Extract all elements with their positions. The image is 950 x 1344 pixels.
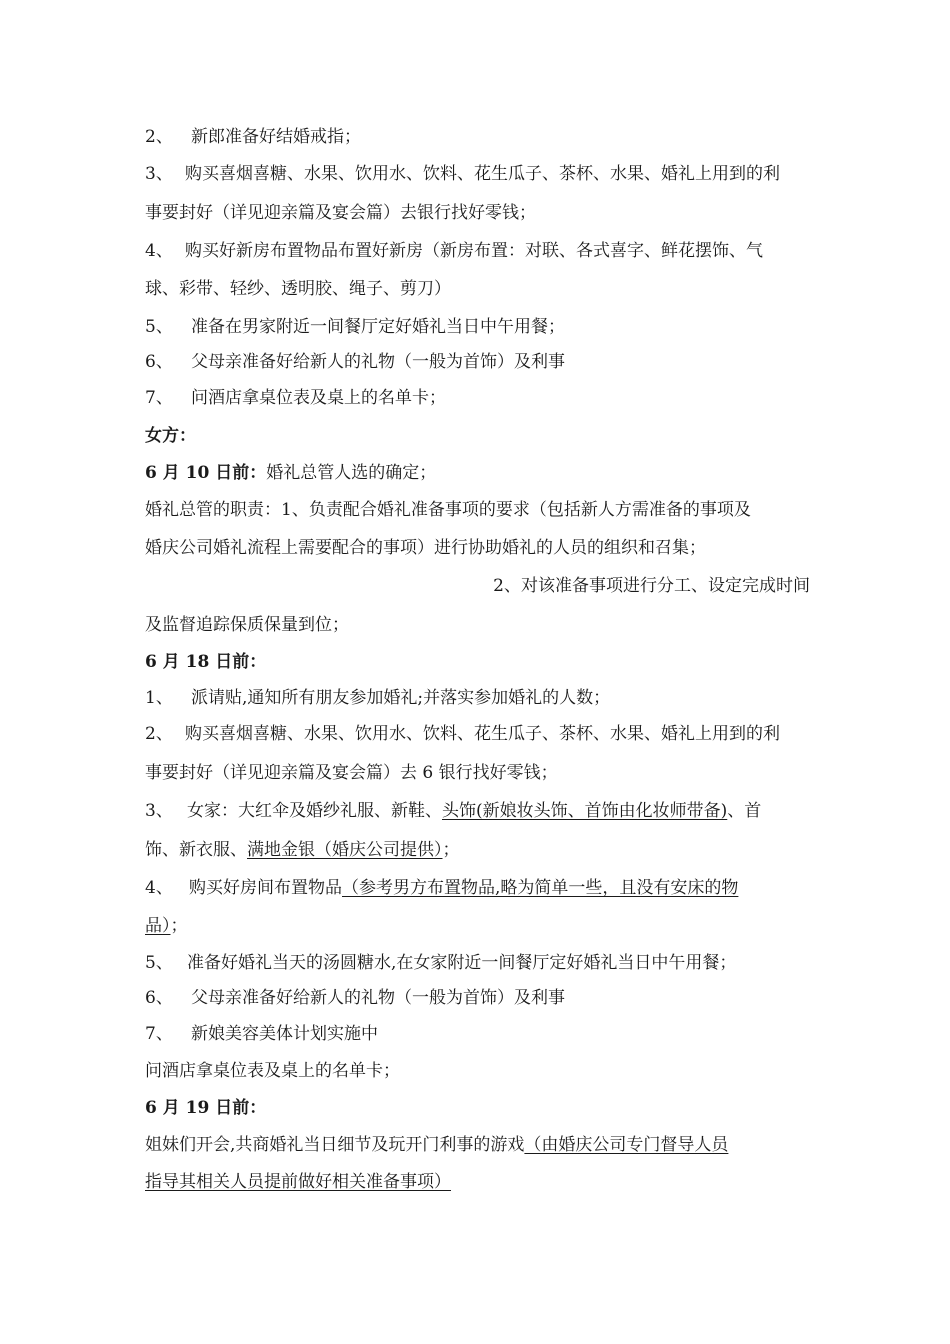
text-line bbox=[145, 277, 810, 301]
text-line bbox=[145, 914, 810, 938]
item-text: 准备在男家附近一间餐厅定好婚礼当日中午用餐； bbox=[191, 317, 565, 337]
item-number: 7、 bbox=[145, 388, 173, 408]
item-text: 新娘美容美体计划实施中 bbox=[191, 1024, 378, 1044]
item-text-after: ； bbox=[442, 840, 460, 860]
list-item bbox=[145, 162, 810, 186]
item-number: 6、 bbox=[145, 352, 173, 372]
date-heading: 6 月 18 日前： bbox=[145, 652, 267, 672]
section-heading: 女方： bbox=[145, 426, 196, 446]
item-number: 5、 bbox=[145, 317, 173, 337]
text-line bbox=[145, 613, 810, 637]
text-line bbox=[145, 498, 810, 522]
item-number: 2、 bbox=[145, 127, 173, 147]
underlined-text: （参考男方布置物品,略为简单一些，且没有安床的物 bbox=[342, 878, 739, 898]
text-line bbox=[145, 1170, 810, 1194]
item-number: 7、 bbox=[145, 1024, 173, 1044]
list-item bbox=[145, 315, 810, 339]
item-text: 婚礼总管的职责：1、负责配合婚礼准备事项的要求（包括新人方需准备的事项及 bbox=[145, 500, 751, 520]
date-heading: 6 月 10 日前： bbox=[145, 463, 267, 483]
date-line bbox=[145, 461, 810, 485]
item-number: 4、 bbox=[145, 241, 173, 261]
underlined-text: 品） bbox=[145, 916, 171, 936]
list-item bbox=[145, 350, 810, 374]
item-text: 婚庆公司婚礼流程上需要配合的事项）进行协助婚礼的人员的组织和召集； bbox=[145, 538, 706, 558]
text-line bbox=[145, 536, 810, 560]
date-heading: 6 月 19 日前： bbox=[145, 1098, 267, 1118]
item-text: 新郎准备好结婚戒指； bbox=[191, 127, 361, 147]
item-number: 3、 bbox=[145, 164, 173, 184]
item-number: 2、 bbox=[145, 724, 173, 744]
underlined-text: （由婚庆公司专门督导人员 bbox=[524, 1135, 729, 1155]
item-text: 饰、新衣服、 bbox=[145, 840, 247, 860]
list-item bbox=[145, 386, 810, 410]
item-text: 父母亲准备好给新人的礼物（一般为首饰）及利事 bbox=[191, 352, 565, 372]
item-number: 1、 bbox=[145, 688, 173, 708]
list-item bbox=[145, 1022, 810, 1046]
item-text: 派请贴,通知所有朋友参加婚礼;并落实参加婚礼的人数； bbox=[191, 688, 611, 708]
item-text: 2、对该准备事项进行分工、设定完成时间 bbox=[493, 576, 810, 596]
item-number: 4、 bbox=[145, 878, 173, 898]
item-text: 球、彩带、轻纱、透明胶、绳子、剪刀） bbox=[145, 279, 451, 299]
item-text: 父母亲准备好给新人的礼物（一般为首饰）及利事 bbox=[191, 988, 565, 1008]
list-item bbox=[145, 239, 810, 263]
text-line bbox=[145, 574, 810, 598]
underlined-text: 满地金银（婚庆公司提供） bbox=[247, 840, 443, 860]
text-line bbox=[145, 201, 810, 225]
list-item bbox=[145, 125, 810, 149]
item-text: 购买喜烟喜糖、水果、饮用水、饮料、花生瓜子、茶杯、水果、婚礼上用到的利 bbox=[185, 164, 780, 184]
list-item bbox=[145, 986, 810, 1010]
item-text-after: 、首 bbox=[727, 801, 762, 821]
item-text: 事要封好（详见迎亲篇及宴会篇）去 6 银行找好零钱； bbox=[145, 763, 558, 783]
text-line bbox=[145, 1059, 810, 1083]
item-text: 问酒店拿桌位表及桌上的名单卡； bbox=[145, 1061, 400, 1081]
list-item bbox=[145, 876, 810, 900]
list-item bbox=[145, 722, 810, 746]
item-number: 3、 bbox=[145, 801, 173, 821]
underlined-text: 头饰(新娘妆头饰、首饰由化妆师带备) bbox=[442, 801, 728, 821]
item-text: 问酒店拿桌位表及桌上的名单卡； bbox=[191, 388, 446, 408]
item-text: 及监督追踪保质保量到位； bbox=[145, 615, 349, 635]
item-text: 姐妹们开会,共商婚礼当日细节及玩开门利事的游戏 bbox=[145, 1135, 525, 1155]
list-item bbox=[145, 686, 810, 710]
item-text: 事要封好（详见迎亲篇及宴会篇）去银行找好零钱； bbox=[145, 203, 536, 223]
item-text-after: ； bbox=[170, 916, 188, 936]
list-item bbox=[145, 799, 810, 823]
item-number: 6、 bbox=[145, 988, 173, 1008]
text-line bbox=[145, 761, 810, 785]
item-text: 购买好房间布置物品 bbox=[189, 878, 342, 898]
item-text: 购买好新房布置物品布置好新房（新房布置：对联、各式喜字、鲜花摆饰、气 bbox=[185, 241, 763, 261]
text-line bbox=[145, 838, 810, 862]
underlined-text: 指导其相关人员提前做好相关准备事项） bbox=[145, 1172, 451, 1192]
list-item bbox=[145, 951, 810, 975]
text-line bbox=[145, 1133, 810, 1157]
item-text: 准备好婚礼当天的汤圆糖水,在女家附近一间餐厅定好婚礼当日中午用餐； bbox=[187, 953, 737, 973]
item-text: 女家：大红伞及婚纱礼服、新鞋、 bbox=[187, 801, 442, 821]
item-text: 购买喜烟喜糖、水果、饮用水、饮料、花生瓜子、茶杯、水果、婚礼上用到的利 bbox=[185, 724, 780, 744]
item-text: 婚礼总管人选的确定； bbox=[266, 463, 437, 483]
item-number: 5、 bbox=[145, 953, 173, 973]
